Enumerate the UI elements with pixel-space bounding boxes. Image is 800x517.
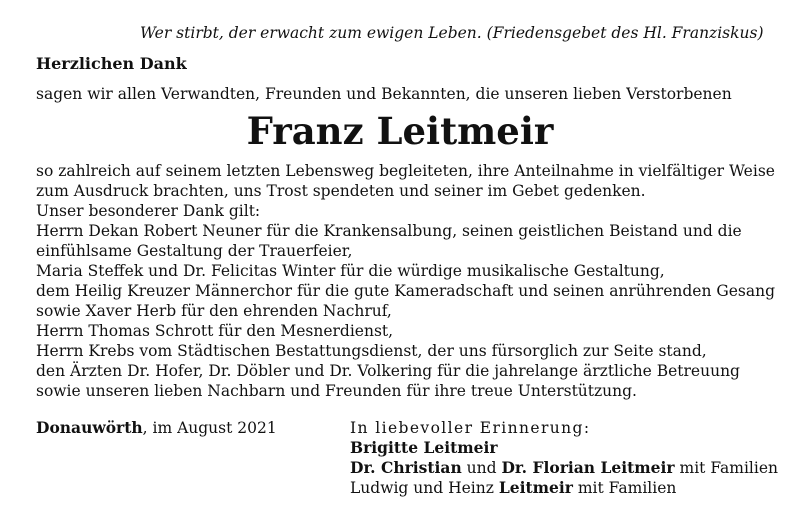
mourner-suffix: mit Familien — [572, 479, 677, 497]
body-line: zum Ausdruck brachten, uns Trost spendeten und seiner im Gebet gedenken. — [36, 182, 646, 200]
body-line: Herrn Dekan Robert Neuner für die Krankensalbung, seinen geistlichen Beistand und die — [36, 222, 742, 240]
mourner-suffix: mit Familien — [674, 459, 779, 477]
intro-text: sagen wir allen Verwandten, Freunden und Bekannten, die unseren lieben Verstorbenen — [36, 85, 732, 103]
mourner-line — [350, 458, 778, 478]
body-line: den Ärzten Dr. Hofer, Dr. Döbler und Dr. Volkering für die jahrelange ärztliche Betreuung — [36, 362, 740, 380]
mourner-line — [350, 438, 778, 458]
body-line: dem Heilig Kreuzer Männerchor für die gute Kameradschaft und seinen anrührenden Gesang — [36, 282, 776, 300]
mourners-block — [350, 418, 778, 498]
place-date — [36, 418, 277, 437]
mourner-connector: und — [461, 459, 502, 477]
mourners-caption: In liebevoller Erinnerung: — [350, 419, 591, 437]
body-line: Herrn Thomas Schrott für den Mesnerdienst, — [36, 322, 394, 340]
body-line: sowie unseren lieben Nachbarn und Freunden für ihre treue Unterstützung. — [36, 382, 637, 400]
date-text: , im August 2021 — [142, 419, 277, 437]
mourner-prefix: Ludwig und Heinz — [350, 479, 499, 497]
body-line: Unser besonderer Dank gilt: — [36, 202, 261, 220]
mourner-name: Dr. Christian — [350, 458, 462, 477]
deceased-name: Franz Leitmeir — [246, 109, 554, 153]
mourner-name: Brigitte Leitmeir — [350, 438, 498, 457]
body-line: sowie Xaver Herb für den ehrenden Nachruf, — [36, 302, 392, 320]
place-name: Donauwörth — [36, 418, 143, 437]
mourner-name: Leitmeir — [498, 478, 573, 497]
body-line: einfühlsame Gestaltung der Trauerfeier, — [36, 242, 353, 260]
body-line: Herrn Krebs vom Städtischen Bestattungsdienst, der uns fürsorglich zur Seite stand, — [36, 342, 707, 360]
motto-quote: Wer stirbt, der erwacht zum ewigen Leben. (Friedensgebet des Hl. Franziskus) — [140, 24, 764, 42]
mourner-name: Dr. Florian Leitmeir — [501, 458, 675, 477]
body-line: so zahlreich auf seinem letzten Lebensweg begleiteten, ihre Anteilnahme in vielfältiger Weise — [36, 162, 775, 180]
thanks-heading: Herzlichen Dank — [36, 54, 187, 73]
thanks-body — [36, 161, 776, 401]
mourner-line — [350, 478, 778, 498]
body-line: Maria Steffek und Dr. Felicitas Winter für die würdige musikalische Gestaltung, — [36, 262, 665, 280]
